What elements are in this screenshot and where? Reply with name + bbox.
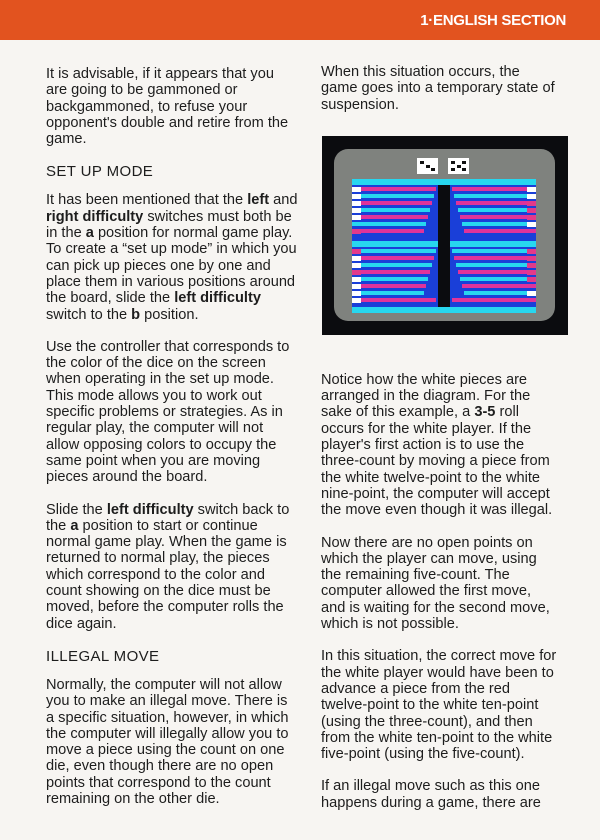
white-checker: [352, 194, 361, 199]
white-checker: [527, 187, 536, 192]
board-point: [462, 222, 536, 226]
red-checker: [352, 229, 361, 234]
red-checker: [527, 256, 536, 261]
white-checker: [352, 215, 361, 220]
board-point: [352, 222, 426, 226]
white-checker: [527, 194, 536, 199]
board-point: [352, 194, 434, 198]
board-point: [352, 201, 432, 205]
board-point: [352, 291, 424, 295]
tv-screen: [334, 149, 555, 321]
white-checker: [352, 208, 361, 213]
left-column: [46, 66, 298, 823]
red-checker: [527, 263, 536, 268]
red-checker: [527, 277, 536, 282]
board-point: [352, 249, 436, 253]
notice-paragraph: Notice how the white pieces are arranged in the diagram. For the sake of this example, a 3-5 roll occurs for the white player. If the player's first action is to use the three-count by moving a piece from the white twelve-point to the white nine-point, the computer will accept the move even though it was illegal.: [321, 371, 553, 519]
illegal-move-paragraph: Normally, the computer will not allow you to make an illegal move. There is a specific situation, however, in which the computer will illegally allow you to move a piece using the count on one die, even though there are no open points that correspond to the count remaining on the other die.: [46, 676, 289, 807]
backgammon-screen-illustration: [322, 136, 568, 335]
white-checker: [352, 263, 361, 268]
white-checker: [352, 291, 361, 296]
board-bottom-rail: [352, 307, 536, 313]
white-checker: [352, 201, 361, 206]
board-point: [352, 263, 432, 267]
board-point: [352, 187, 436, 191]
board-point: [352, 277, 428, 281]
red-checker: [352, 270, 361, 275]
board-point: [454, 256, 536, 260]
no-open-points-paragraph: Now there are no open points on which the player can move, using the remaining five-count. The computer allowed the first move, and is waiting for the second move, which is not possible.: [321, 534, 550, 633]
red-checker: [527, 208, 536, 213]
board-point: [464, 229, 536, 233]
board-center-bar: [438, 185, 450, 307]
board-point: [352, 215, 428, 219]
board-point: [458, 270, 536, 274]
board-point: [352, 298, 436, 302]
board-point: [352, 256, 434, 260]
white-checker: [352, 256, 361, 261]
red-checker: [352, 249, 361, 254]
board-point: [458, 208, 536, 212]
suspension-paragraph: When this situation occurs, the game goes into a temporary state of suspension.: [321, 64, 555, 113]
setup-heading: SET UP MODE: [46, 163, 154, 181]
intro-paragraph: It is advisable, if it appears that you are going to be gammoned or backgammoned, to refuse your opponent's double and retire from the game.: [46, 66, 289, 148]
header-bar: [0, 0, 600, 40]
die-left: [417, 158, 438, 174]
board-point: [352, 284, 426, 288]
board-point: [456, 201, 536, 205]
illegal-move-heading: ILLEGAL MOVE: [46, 647, 160, 665]
white-checker: [352, 284, 361, 289]
final-paragraph: If an illegal move such as this one happens during a game, there are: [321, 778, 541, 811]
red-checker: [527, 201, 536, 206]
board-point: [452, 249, 536, 253]
section-label: 1·ENGLISH SECTION: [420, 12, 566, 29]
board-point: [462, 284, 536, 288]
board-point: [452, 298, 536, 302]
board-point: [452, 187, 536, 191]
board-point: [456, 263, 536, 267]
setup-paragraph-3: Slide the left difficulty switch back to the a position to start or continue normal game play. When the game is returned to normal play, the pieces which correspond to the color and count showing on the dice must be moved, before the computer rolls the dice again.: [46, 501, 290, 632]
board-point: [460, 215, 536, 219]
die-right: [448, 158, 469, 174]
board-point: [352, 270, 430, 274]
board-point: [454, 194, 536, 198]
white-checker: [352, 277, 361, 282]
red-checker: [527, 270, 536, 275]
board-point: [352, 208, 430, 212]
white-checker: [352, 298, 361, 303]
backgammon-board: [352, 179, 536, 313]
white-checker: [352, 187, 361, 192]
board-point: [352, 229, 424, 233]
board-point: [460, 277, 536, 281]
red-checker: [527, 215, 536, 220]
correct-move-paragraph: In this situation, the correct move for the white player would have been to advance a piece from the red twelve-point to the white ten-point (using the three-count), and then from the white ten-point to the white five-point (using the five-count).: [321, 648, 557, 763]
red-checker: [527, 249, 536, 254]
white-checker: [527, 222, 536, 227]
board-point: [464, 291, 536, 295]
setup-paragraph-2: Use the controller that corresponds to the color of the dice on the screen when operating in the set up mode. This mode allows you to work out specific problems or strategies. As in regular play, the computer will not allow opposing colors to occupy the same point when you are moving pieces around the board.: [46, 338, 290, 486]
setup-paragraph-1: It has been mentioned that the left and right difficulty switches must both be in the a position for normal game play. To create a “set up mode” in which you can pick up pieces one by one and place them in various positions around the board, slide the left difficulty switch to the b position.: [46, 192, 298, 323]
white-checker: [527, 291, 536, 296]
